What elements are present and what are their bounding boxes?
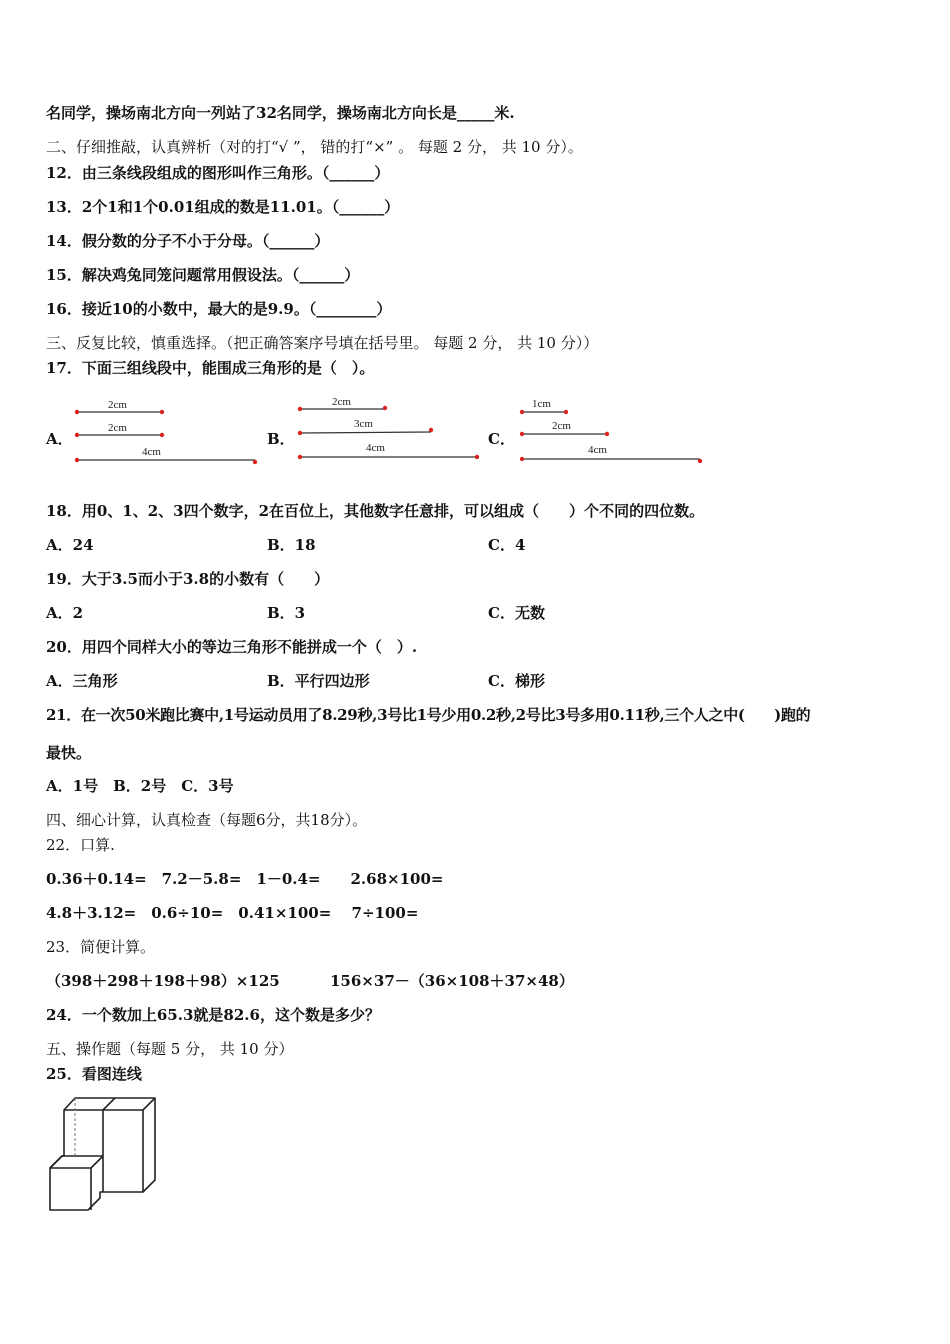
calc-row-3a: （398＋298＋198＋98）×125	[46, 972, 280, 990]
question-17: 17．下面三组线段中，能围成三角形的是（ ）。	[46, 359, 375, 377]
segment-c3-label: 4cm	[588, 444, 607, 456]
question-23: 23．简便计算。	[46, 938, 156, 956]
q17-option-a-label: A．	[46, 430, 73, 448]
question-24: 24．一个数加上65.3就是82.6，这个数是多少？	[46, 1006, 380, 1024]
question-25: 25．看图连线	[46, 1065, 142, 1083]
segment-a2-label: 2cm	[108, 422, 127, 434]
section-5-heading: 五、操作题（每题 5 分， 共 10 分）	[46, 1040, 294, 1058]
question-21: 21．在一次50米跑比赛中,1号运动员用了8.29秒,3号比1号少用0.2秒,2号比3号多用0.11秒,三个人之中( )跑的	[46, 706, 811, 724]
question-21-cont: 最快。	[46, 744, 92, 762]
segment-c1-label: 1cm	[532, 398, 551, 410]
q17-group-b	[300, 409, 477, 457]
segment-b2-label: 3cm	[354, 418, 373, 430]
segment-b3-label: 4cm	[366, 442, 385, 454]
question-15: 15．解决鸡兔同笼问题常用假设法。（______）	[46, 266, 360, 284]
q19-option-a: A．2	[46, 604, 84, 622]
q17-group-c	[522, 412, 700, 459]
q19-option-b: B．3	[267, 604, 306, 622]
q25-cube-figure	[40, 1090, 170, 1215]
question-12: 12．由三条线段组成的图形叫作三角形。（______）	[46, 164, 390, 182]
q20-option-b: B．平行四边形	[267, 672, 370, 690]
question-18: 18．用0、1、2、3四个数字，2在百位上，其他数字任意排，可以组成（ ）个不同的四位数。	[46, 502, 705, 520]
question-14: 14．假分数的分子不小于分母。（______）	[46, 232, 330, 250]
question-13: 13．2个1和1个0.01组成的数是11.01。（______）	[46, 198, 400, 216]
segment-b1-label: 2cm	[332, 396, 351, 408]
segment-b2	[300, 432, 431, 433]
segment-c2-label: 2cm	[552, 420, 571, 432]
q18-option-b: B．18	[267, 536, 316, 554]
section-2-heading: 二、仔细推敲，认真辨析（对的打“√ ”， 错的打“×” 。 每题 2 分， 共 10 分）。	[46, 138, 583, 156]
q17-option-c-label: C．	[488, 430, 515, 448]
calc-row-2: 4.8＋3.12= 0.6÷10= 0.41×100= 7÷100=	[46, 904, 419, 922]
q17-group-a	[77, 412, 255, 460]
q20-option-c: C．梯形	[488, 672, 545, 690]
question-22: 22．口算.	[46, 836, 115, 854]
prev-question-tail: 名同学，操场南北方向一列站了32名同学，操场南北方向长是_____米.	[46, 104, 515, 122]
q18-option-a: A．24	[46, 536, 94, 554]
segment-a1-label: 2cm	[108, 399, 127, 411]
section-4-heading: 四、细心计算，认真检查（每题6分，共18分）。	[46, 811, 368, 829]
q18-option-c: C．4	[488, 536, 526, 554]
question-16: 16．接近10的小数中，最大的是9.9。（________）	[46, 300, 392, 318]
question-19: 19．大于3.5而小于3.8的小数有（ ）	[46, 570, 330, 588]
q21-options: A．1号 B．2号 C．3号	[46, 777, 234, 795]
segment-a3-label: 4cm	[142, 446, 161, 458]
q19-option-c: C．无数	[488, 604, 545, 622]
section-3-heading: 三、反复比较，慎重选择。（把正确答案序号填在括号里。 每题 2 分， 共 10 分））	[46, 334, 599, 352]
calc-row-1: 0.36＋0.14= 7.2－5.8= 1－0.4= 2.68×100=	[46, 870, 444, 888]
question-20: 20．用四个同样大小的等边三角形不能拼成一个（ ）.	[46, 638, 418, 656]
q17-option-b-label: B．	[267, 430, 295, 448]
q17-segment-figures	[0, 392, 950, 472]
calc-row-3b: 156×37－（36×108＋37×48）	[330, 972, 574, 990]
q20-option-a: A．三角形	[46, 672, 118, 690]
